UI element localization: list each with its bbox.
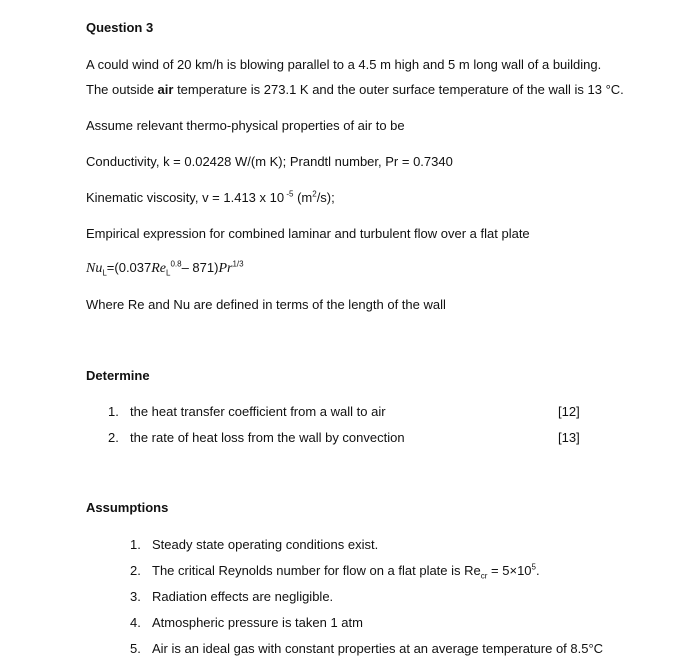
equation [86,260,244,277]
where-text: Where Re and Nu are defined in terms of the length of the wall [86,297,446,312]
assumption-text: Steady state operating conditions exist. [152,537,379,552]
assumption-re-sub: cr [480,571,488,581]
equation-pr-exp: 1/3 [232,259,244,269]
viscosity-unit-sup: 2 [312,189,317,199]
assumption-number: 5. [130,641,141,656]
assumption-item-2 [130,562,540,581]
assumption-number: 4. [130,615,141,630]
assumption-number: 2. [130,563,141,578]
assumption-item-4 [130,615,363,630]
assumptions-heading: Assumptions [86,500,169,515]
assumption-text-end: . [536,563,540,578]
assumption-item-3 [130,589,333,604]
assumption-text: Air is an ideal gas with constant properties at an average temperature of 8.5°C [152,641,604,656]
intro-line-1: A could wind of 20 km/h is blowing parallel to a 4.5 m high and 5 m long wall of a building. [86,57,602,72]
equation-nu: Nu [86,261,103,276]
question-title: Question 3 [86,20,154,35]
assumption-exp: 5 [531,562,536,572]
determine-item-text: the heat transfer coefficient from a wall to air [130,404,386,419]
assumption-number: 1. [130,537,141,552]
determine-item-1-marks: [12] [558,404,580,419]
intro-line-2-bold: air [157,82,174,97]
viscosity-text: Kinematic viscosity, v = 1.413 x 10 [86,190,285,205]
viscosity-unit-start: (m [293,190,313,205]
determine-item-2-marks: [13] [558,430,580,445]
viscosity-exponent: -5 [284,189,294,199]
determine-item-number: 1. [108,404,119,419]
intro-line-2-end: temperature is 273.1 K and the outer surface temperature of the wall is 13 °C. [173,82,624,97]
determine-item-2 [108,430,405,445]
intro-line-2 [86,82,624,97]
equation-re: Re [151,261,167,276]
equation-pr: Pr [218,261,233,276]
determine-item-text: the rate of heat loss from the wall by convection [130,430,405,445]
viscosity-line [86,190,335,205]
assumption-item-5 [130,641,603,656]
equation-open: =(0.037 [106,260,152,275]
assumption-text: Atmospheric pressure is taken 1 atm [152,615,363,630]
assumption-number: 3. [130,589,141,604]
assumption-item-1 [130,537,378,552]
equation-minus: – 871) [181,260,219,275]
equation-re-exp: 0.8 [170,259,182,269]
intro-line-2-start: The outside [86,82,158,97]
empirical-text: Empirical expression for combined laminar and turbulent flow over a flat plate [86,226,530,241]
assumption-text-mid: = 5×10 [487,563,532,578]
assumption-text: The critical Reynolds number for flow on a flat plate is Re [152,563,481,578]
equation-re-sub: L [166,268,171,278]
conductivity-line: Conductivity, k = 0.02428 W/(m K); Prandtl number, Pr = 0.7340 [86,154,453,169]
determine-item-number: 2. [108,430,119,445]
assumption-text: Radiation effects are negligible. [152,589,334,604]
determine-heading: Determine [86,368,150,383]
assume-text: Assume relevant thermo-physical properties of air to be [86,118,405,133]
determine-item-1 [108,404,386,419]
viscosity-unit-end: /s); [316,190,335,205]
equation-nu-sub: L [102,268,107,278]
